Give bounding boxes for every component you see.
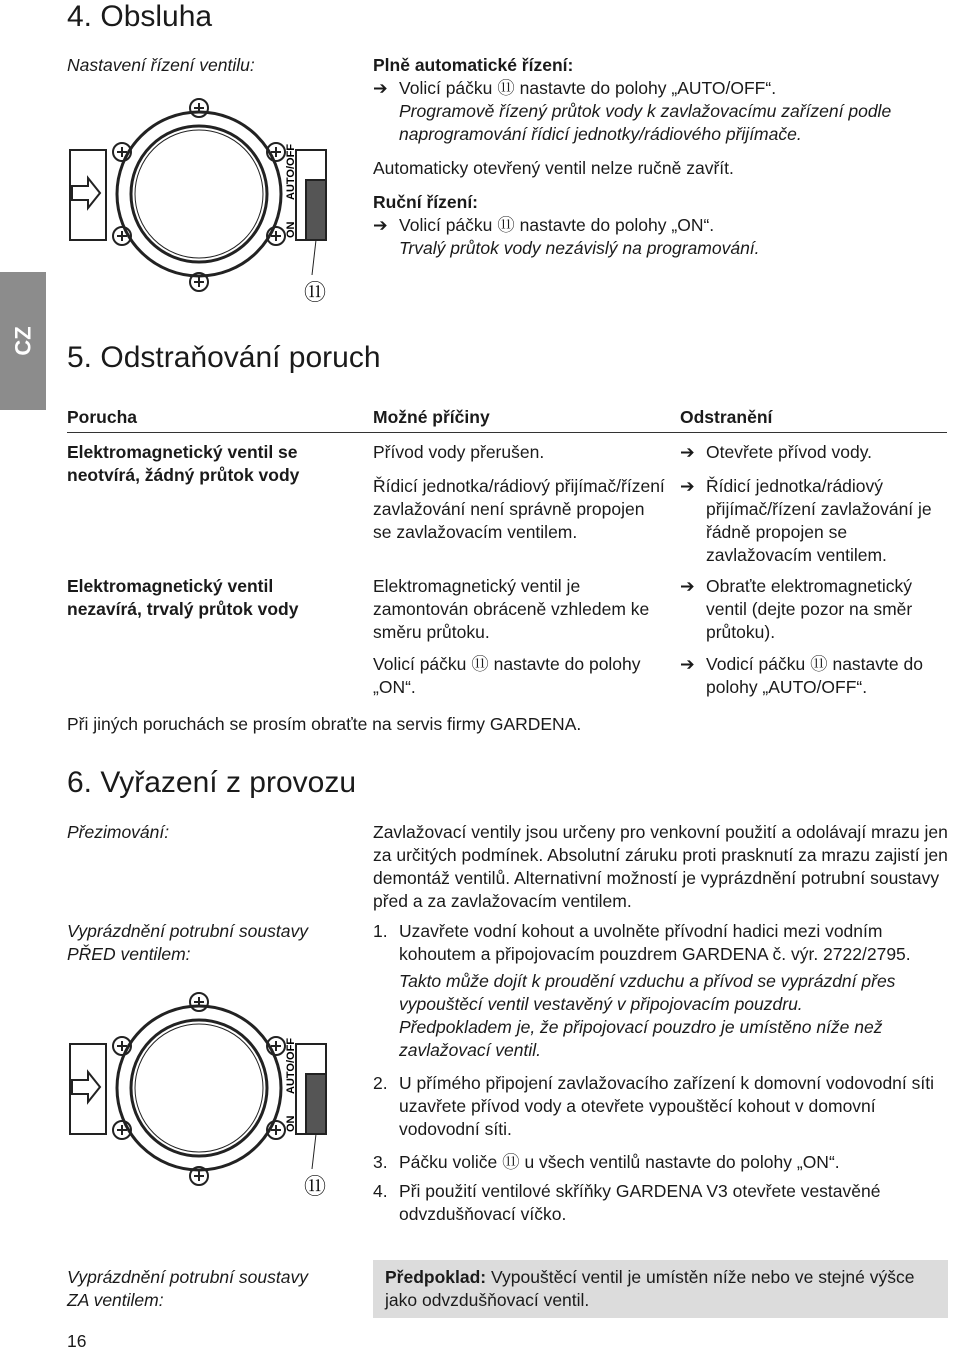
col-fix-header: Odstranění [680,407,773,427]
precondition-label: Předpoklad: [385,1267,487,1287]
section-4-content [373,54,943,260]
cause-1b: Řídicí jednotka/rádiový přijímač/řízení zavlažování není správně propojen se zavlažovacím ventilem. [373,476,665,542]
auto-control-heading: Plně automatické řízení: [373,55,574,75]
auto-desc-2: Automaticky otevřený ventil nelze ručně zavřít. [373,158,734,178]
manual-step-text: Volicí páčku ⑪ nastavte do polohy „ON“. [399,215,715,235]
flow-arrow-icon [72,1072,100,1102]
step-1-note-2: Předpokladem je, že připojovací pouzdro je umístěno níže než zavlažovací ventil. [399,1017,883,1060]
valve-illustration-2 [66,984,336,1204]
winter-text: Zavlažovací ventily jsou určeny pro venkovní použití a odolávají mrazu jen za určitých podmínek. Absolutní záruku proti prasknutí za mrazu zajistí jen demontáž ventilů. Alternativní možností je vyprázdnění potrubní soustavy před a za zavlažovacím ventilem. [373,822,948,911]
fix-1a: ➔ Otevřete přívod vody. [680,442,873,462]
col-cause-header: Možné příčiny [373,407,490,427]
auto-step [373,77,943,100]
arrow-right-icon: ➔ [680,476,695,496]
switch-on-label: ON [285,221,297,238]
arrow-right-icon: ➔ [680,442,695,462]
selector-lever [306,180,326,240]
auto-desc-1: Programově řízený průtok vody k zavlažovacímu zařízení podle naprogramování řídicí jednotky/rádiového přijímače. [399,101,892,144]
precondition-text: Vypouštěcí ventil je umístěn níže nebo ve stejné výšce jako odvzdušňovací ventil. [385,1267,915,1310]
flow-arrow-icon [72,178,100,208]
callout-11: ⑪ [304,280,327,305]
fix-2a: ➔ Obraťte elektromagnetický ventil (dejte pozor na směr průtoku). [680,576,913,642]
callout-11: ⑪ [304,1174,327,1199]
switch-auto-label: AUTO/OFF [285,143,297,200]
fault-2: Elektromagnetický ventil nezavírá, trvalý průtok vody [67,576,299,619]
step-1: 1. Uzavřete vodní kohout a uvolněte přívodní hadici mezi vodním kohoutem a připojovacím pouzdrem GARDENA č. výr. 2722/2795. [373,921,911,964]
arrow-right-icon: ➔ [373,215,388,235]
switch-auto-label: AUTO/OFF [285,1037,297,1094]
fix-1b: ➔ Řídicí jednotka/rádiový přijímač/řízení zavlažování je řádně propojen se zavlažovacím ventilem. [680,476,932,565]
page-number: 16 [67,1331,87,1351]
section-6-title: 6. Vyřazení z provozu [67,766,357,799]
valve-illustration-1 [66,90,336,310]
manual-control-heading: Ruční řízení: [373,192,479,212]
step-4: 4. Při použití ventilové skříňky GARDENA V3 otevřete vestavěné odvzdušňovací víčko. [373,1181,881,1224]
valve-control-label: Nastavení řízení ventilu: [67,55,255,75]
fix-2b: ➔ Vodicí páčku ⑪ nastavte do polohy „AUTO/OFF“. [680,654,923,697]
auto-step-text: Volicí páčku ⑪ nastavte do polohy „AUTO/OFF“. [399,78,777,98]
arrow-right-icon: ➔ [373,78,388,98]
cause-2b: Volicí páčku ⑪ nastavte do polohy „ON“. [373,654,641,697]
arrow-right-icon: ➔ [680,654,695,674]
winter-label: Přezimování: [67,822,170,842]
table-divider [67,432,947,433]
cause-1a: Přívod vody přerušen. [373,442,545,462]
selector-lever [306,1074,326,1134]
step-1-note-1: Takto může dojít k proudění vzduchu a přívod se vyprázdní přes vypouštěcí ventil vestavěný v připojovacím pouzdru. [399,971,896,1014]
step-3: 3. Páčku voliče ⑪ u všech ventilů nastavte do polohy „ON“. [373,1152,840,1172]
section-5-title: 5. Odstraňování poruch [67,341,381,374]
arrow-right-icon: ➔ [680,576,695,596]
fault-1: Elektromagnetický ventil se neotvírá, žádný průtok vody [67,442,300,485]
precondition-box [373,1260,948,1318]
drain-after-label: Vyprázdnění potrubní soustavy ZA ventilem: [67,1267,308,1310]
language-tab: CZ [0,272,46,410]
switch-on-label: ON [285,1115,297,1132]
manual-desc: Trvalý průtok vody nezávislý na programování. [399,238,760,258]
step-2: 2. U přímého připojení zavlažovacího zařízení k domovní vodovodní síti uzavřete přívod vody a otevřete vypouštěcí kohout v domovní vodovodní síti. [373,1073,934,1139]
col-fault-header: Porucha [67,407,138,427]
manual-step [373,214,943,237]
section-4-title: 4. Obsluha [67,0,213,33]
cause-2a: Elektromagnetický ventil je zamontován obráceně vzhledem ke směru průtoku. [373,576,650,642]
service-note: Při jiných poruchách se prosím obraťte na servis firmy GARDENA. [67,714,582,734]
drain-steps [373,920,948,1226]
drain-before-label: Vyprázdnění potrubní soustavy PŘED ventilem: [67,921,308,964]
